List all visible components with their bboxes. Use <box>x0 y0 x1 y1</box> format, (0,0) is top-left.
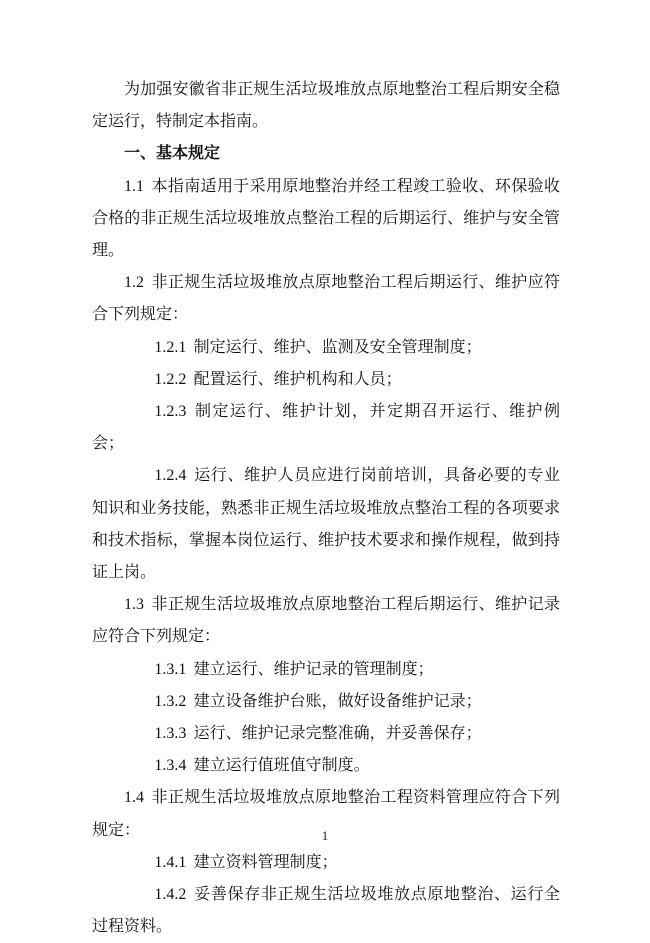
paragraph: 为加强安徽省非正规生活垃圾堆放点原地整治工程后期安全稳定运行，特制定本指南。 <box>92 81 560 131</box>
clause-paragraph: 1.2.2 配置运行、维护机构和人员； <box>154 370 402 388</box>
section-heading: 一、基本规定 <box>124 145 221 163</box>
clause-paragraph: 1.4.1 建立资料管理制度； <box>154 853 338 871</box>
clause-paragraph: 1.3.2 建立设备维护台账，做好设备维护记录； <box>154 692 482 710</box>
clause-number: 1.2.3 <box>154 403 187 421</box>
clause-paragraph: 1.1 本指南适用于采用原地整治并经工程竣工验收、环保验收合格的非正规生活垃圾堆放点整治工程的后期运行、维护与安全管理。 <box>92 177 560 260</box>
clause-number: 1.2.1 <box>154 338 187 356</box>
clause-paragraph: 1.3.1 建立运行、维护记录的管理制度； <box>154 660 434 678</box>
clause-paragraph: 1.2.3 制定运行、维护计划，并定期召开运行、维护例会； <box>92 403 560 453</box>
clause-number: 1.2.2 <box>154 370 187 388</box>
clause-number: 1.2.4 <box>154 467 187 485</box>
clause-number: 1.2 <box>124 274 144 292</box>
clause-paragraph: 1.4 非正规生活垃圾堆放点原地整治工程资料管理应符合下列规定： <box>92 789 560 839</box>
clause-paragraph: 1.3 非正规生活垃圾堆放点原地整治工程后期运行、维护记录应符合下列规定： <box>92 596 560 646</box>
clause-paragraph: 1.4.2 妥善保存非正规生活垃圾堆放点原地整治、运行全过程资料。 <box>92 886 560 936</box>
clause-number: 1.4.1 <box>154 853 187 871</box>
clause-paragraph: 1.3.4 建立运行值班值守制度。 <box>154 757 370 775</box>
clause-number: 1.3.2 <box>154 692 187 710</box>
clause-number: 1.3.4 <box>154 757 187 775</box>
clause-number: 1.3.3 <box>154 725 187 743</box>
clause-paragraph: 1.2.4 运行、维护人员应进行岗前培训，具备必要的专业知识和业务技能，熟悉非正规生活垃圾堆放点整治工程的各项要求和技术指标，掌握本岗位运行、维护技术要求和操作规程，做到持证上岗。 <box>92 467 560 582</box>
clause-paragraph: 1.2 非正规生活垃圾堆放点原地整治工程后期运行、维护应符合下列规定： <box>92 274 560 324</box>
clause-number: 1.4 <box>124 789 144 807</box>
page-number: 1 <box>321 828 329 843</box>
clause-number: 1.1 <box>124 177 144 195</box>
clause-number: 1.3 <box>124 596 144 614</box>
document-content <box>92 74 560 943</box>
clause-number: 1.3.1 <box>154 660 187 678</box>
clause-number: 1.4.2 <box>154 886 187 904</box>
clause-paragraph: 1.2.1 制定运行、维护、监测及安全管理制度； <box>154 338 482 356</box>
clause-paragraph: 1.3.3 运行、维护记录完整准确，并妥善保存； <box>154 725 482 743</box>
